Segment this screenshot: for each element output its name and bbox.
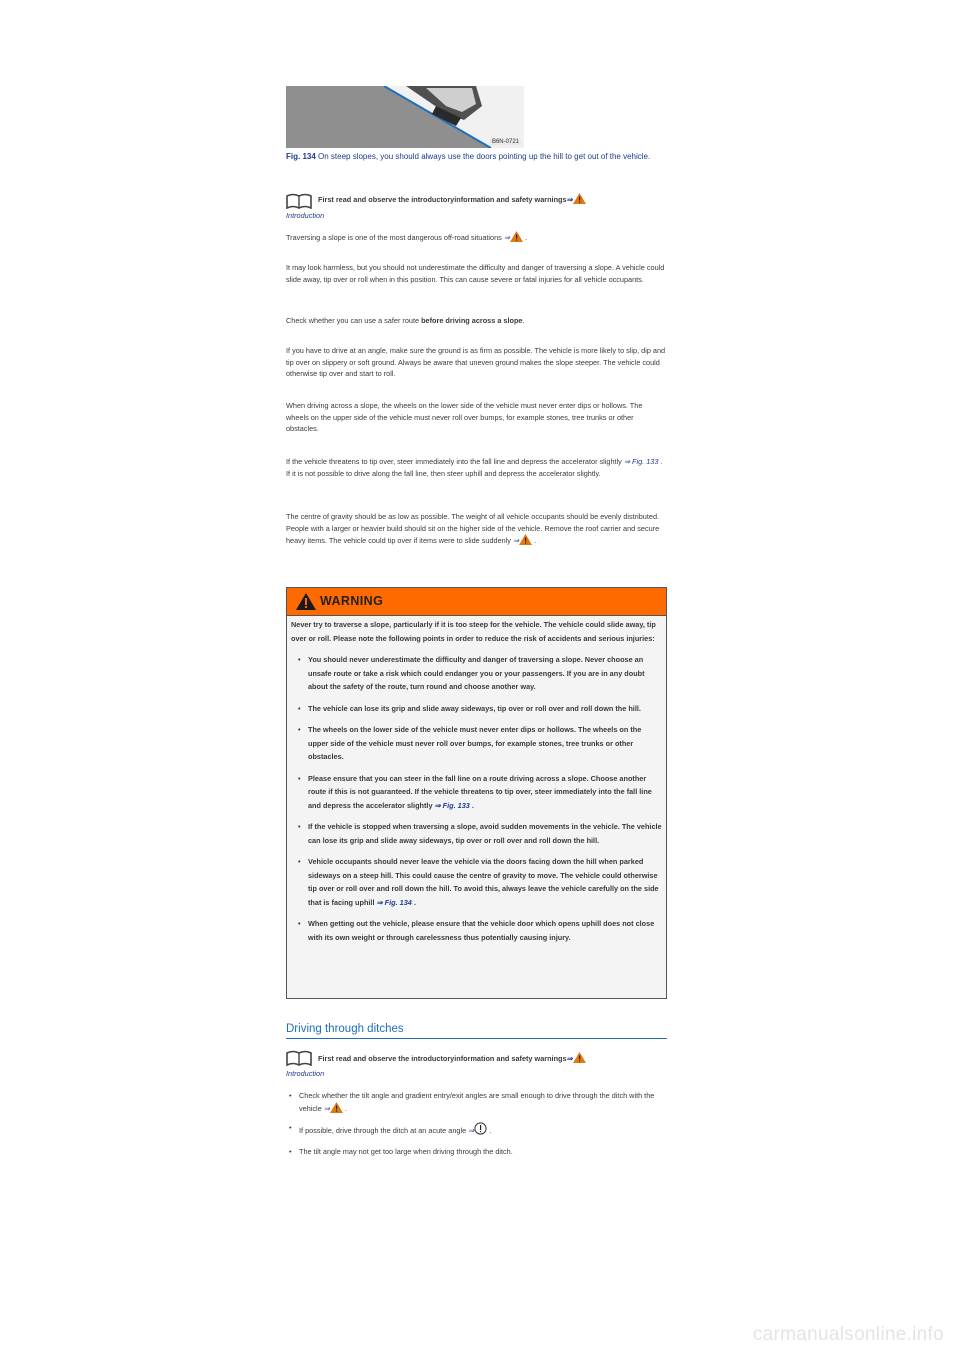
intro-arrow[interactable]: ⇒: [566, 1054, 573, 1063]
bullet-2-text: If possible, drive through the ditch at an acute angle: [299, 1126, 469, 1136]
figure-link[interactable]: ⇒ Fig. 133: [434, 800, 470, 810]
paragraph-2: It may look harmless, but you should not underestimate the difficulty and danger of traversing a slope. A vehicle could slide away, tip over or roll when in this position. This can cause severe or fatal injuries for all vehicle occupants.: [286, 263, 665, 284]
figure-code: B6N-0721: [491, 139, 519, 145]
bullet-1-text: Check whether the tilt angle and gradient entry/exit angles are small enough to drive through the ditch with the vehicle: [299, 1091, 655, 1113]
p3-text: Check whether you can use a safer route: [286, 316, 422, 325]
warning-header: [287, 588, 666, 616]
p1-text: Traversing a slope is one of the most dangerous off-road situations: [286, 233, 504, 242]
warning-box: [286, 587, 667, 999]
p7-end: .: [532, 536, 537, 546]
ditch-bullets: [286, 1090, 667, 1157]
figure-caption-text: On steep slopes, you should always use the doors pointing up the hill to get out of the vehicle.: [315, 152, 651, 161]
warning-triangle-icon: [330, 1102, 343, 1113]
p3-end: .: [522, 316, 525, 325]
warning-item: [291, 820, 663, 847]
warning-list: [291, 653, 663, 944]
p6-text: If the vehicle threatens to tip over, steer immediately into the fall line and depress the accelerator slightly: [286, 457, 624, 466]
warning-triangle-icon: [296, 593, 316, 610]
intro-arrow[interactable]: ⇒: [566, 195, 573, 204]
section-heading: Driving through ditches: [286, 1023, 667, 1039]
warning-title: WARNING: [320, 594, 384, 608]
notice-circle-icon: [474, 1122, 487, 1135]
fig-133-link[interactable]: ⇒ Fig. 133: [623, 457, 659, 466]
intro-notice-text: First read and observe the introductoryinformation and safety warnings: [318, 195, 567, 204]
introduction-link[interactable]: Introduction: [286, 1069, 325, 1078]
warning-triangle-icon: [573, 193, 586, 204]
list-item: • The tilt angle may not get too large when driving through the ditch.: [286, 1146, 667, 1158]
figure-caption-label: Fig. 134: [286, 152, 316, 161]
figure-link[interactable]: ⇒ Fig. 134: [376, 897, 412, 907]
book-icon: [286, 1050, 312, 1071]
paragraph-7: [286, 511, 667, 547]
warning-triangle-icon: [519, 534, 532, 545]
warning-item: [291, 723, 663, 764]
warning-item-text: The vehicle can lose its grip and slide away sideways, tip over or roll over and roll down the hill.: [308, 703, 641, 713]
p3-bold: before driving across a slope: [421, 316, 523, 325]
warning-item-text: If the vehicle is stopped when traversing a slope, avoid sudden movements in the vehicle. The vehicle can lose its grip and slide away sideways, tip over or roll over and roll down the hill.: [308, 822, 662, 845]
list-item: [286, 1090, 667, 1114]
paragraph-6: [286, 456, 667, 479]
warning-item-text: You should never underestimate the difficulty and danger of traversing a slope. Never choose an unsafe route or take a risk which could endanger you or your passengers. If you are in any doubt about the safety of the route, turn round and choose another way.: [308, 655, 645, 691]
p7-arrow[interactable]: ⇒: [513, 536, 520, 546]
warning-item-end: .: [411, 897, 416, 907]
warning-item-text: Please ensure that you can steer in the fall line on a route driving across a slope. Choose another route if this is not guaranteed. If the vehicle threatens to tip over, steer immediately into the fall line and depress the accelerator slightly: [308, 773, 652, 810]
warning-item-end: .: [469, 800, 474, 810]
p1-end: .: [522, 233, 528, 242]
paragraph-4: If you have to drive at an angle, make sure the ground is as firm as possible. The vehicle is more likely to slip, dip and tip over on slippery or soft ground. Always be aware that uneven ground makes the slope steeper. The vehicle could otherwise tip over and start to roll.: [286, 346, 666, 379]
warning-intro: Never try to traverse a slope, particularly if it is too steep for the vehicle. The vehicle could slide away, tip over or roll. Please note the following points in order to reduce the risk of accidents and serious injuries:: [291, 620, 656, 643]
watermark: carmanualsonline.info: [752, 1324, 944, 1345]
figure-caption: [286, 150, 667, 163]
paragraph-5: When driving across a slope, the wheels on the lower side of the vehicle must never enter dips or hollows. The wheels on the upper side of the vehicle must never roll over bumps, for example stones, tree trunks or other obstacles.: [286, 401, 643, 434]
bullet-2-arrow[interactable]: ⇒: [468, 1126, 475, 1136]
intro-notice-text: First read and observe the introductoryinformation and safety warnings: [318, 1054, 567, 1063]
paragraph-3: [286, 315, 667, 327]
intro-notice-2: [318, 1052, 668, 1064]
warning-item-text: When getting out the vehicle, please ensure that the vehicle door which opens uphill does not close with its own weight or through carelessness thus potentially causing injury.: [308, 919, 655, 942]
bullet-1-end: .: [342, 1103, 347, 1113]
warning-item: [291, 855, 663, 909]
p1-arrow[interactable]: ⇒: [503, 233, 510, 242]
warning-item-text: Vehicle occupants should never leave the vehicle via the doors facing down the hill when parked sideways on a steep hill. This could cause the centre of gravity to move. The vehicle could otherwise tip over or roll over and roll down the hill. To avoid this, always leave the vehicle carefully on the side that is facing uphill: [308, 857, 659, 907]
list-item: [286, 1122, 667, 1137]
warning-item: [291, 702, 663, 716]
warning-item: [291, 772, 663, 813]
warning-item: [291, 917, 663, 944]
introduction-link[interactable]: Introduction: [286, 211, 325, 220]
intro-notice: [318, 193, 668, 205]
warning-item: [291, 653, 663, 694]
warning-triangle-icon: [573, 1052, 586, 1063]
warning-triangle-icon: [510, 231, 523, 242]
figure-image: [286, 86, 524, 148]
p7-text: The centre of gravity should be as low as possible. The weight of all vehicle occupants should be evenly distributed. People with a larger or heavier build should sit on the higher side of the vehicle. Remove the roof carrier and secure heavy items. The vehicle could tip over if items were to slide suddenly: [286, 512, 660, 546]
paragraph-1: [286, 231, 667, 244]
p6-end: . If it is not possible to drive along the fall line, then steer uphill and depress the accelerator slightly.: [286, 457, 663, 478]
warning-body: [291, 618, 663, 944]
warning-item-text: The wheels on the lower side of the vehicle must never enter dips or hollows. The wheels on the upper side of the vehicle must never roll over bumps, for example stones, tree trunks or other obstacles.: [308, 725, 642, 761]
bullet-2-end: .: [487, 1126, 492, 1136]
bullet-1-arrow[interactable]: ⇒: [323, 1103, 330, 1113]
